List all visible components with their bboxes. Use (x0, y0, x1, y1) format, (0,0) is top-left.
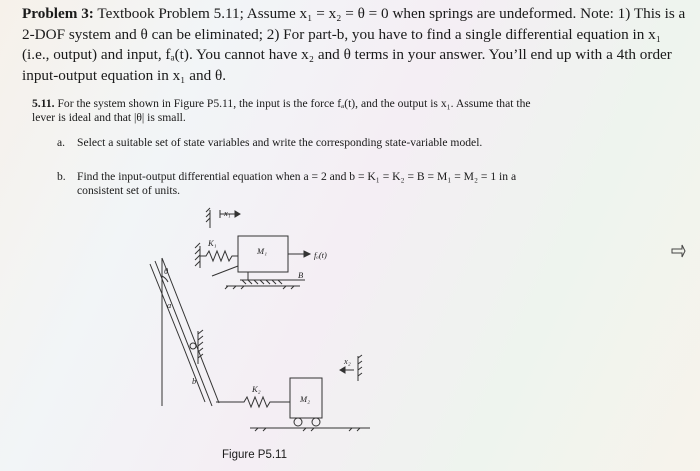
part-a-letter: a. (57, 136, 66, 149)
label-b: B (298, 270, 304, 280)
part-b-letter: b. (57, 170, 66, 183)
label-k1: K₁ (208, 238, 217, 248)
problem-statement (22, 4, 690, 86)
label-bdist: b (192, 376, 197, 386)
figure-caption: Figure P5.11 (222, 449, 287, 461)
label-k2: K₂ (252, 384, 261, 394)
label-x2: x₂ (344, 356, 351, 366)
wheel-right (312, 418, 320, 426)
lever (155, 261, 212, 406)
label-a: a (167, 300, 172, 310)
label-x1: x₁ (224, 208, 231, 218)
textbook-problem (32, 97, 532, 125)
lever-pivot (190, 343, 196, 349)
label-theta: θ (164, 266, 169, 276)
label-m2: M₂ (300, 394, 311, 404)
textbook-problem-text: For the system shown in Figure P5.11, the input is the force fₐ(t), and the output is x₁. Assume that the lever is ideal and that |θ| is small. (32, 97, 531, 124)
part-a-text: Select a suitable set of state variables and write the corresponding state-variable model. (77, 136, 483, 149)
textbook-problem-number: 5.11. (32, 97, 55, 110)
spring-k2 (238, 397, 290, 407)
wheel-left (294, 418, 302, 426)
part-b-text: Find the input-output differential equation when a = 2 and b = K₁ = K₂ = B = M₁ = M₂ = 1 in a consistent set of units. (77, 170, 517, 197)
label-fa: fₐ(t) (314, 250, 327, 260)
figure-p5-11 (140, 206, 380, 444)
spring-k1 (200, 251, 238, 261)
problem-body: Textbook Problem 5.11; Assume x₁ = x₂ = θ = 0 when springs are undeformed. Note: 1) This is a 2-DOF system and θ can be eliminated; 2) For part-b, you have to find a single differential equation in x₁ (i.e., output) and input, fₐ(t). You cannot have x₂ and θ terms in your answer. You’ll end up with a 4th order input-output equation in x₁ and θ. (22, 5, 686, 84)
part-a (57, 136, 527, 150)
problem-label: Problem 3: (22, 5, 94, 22)
label-m1: M₁ (257, 246, 268, 256)
pointer-arrow-icon (670, 243, 686, 259)
part-b (57, 170, 527, 198)
